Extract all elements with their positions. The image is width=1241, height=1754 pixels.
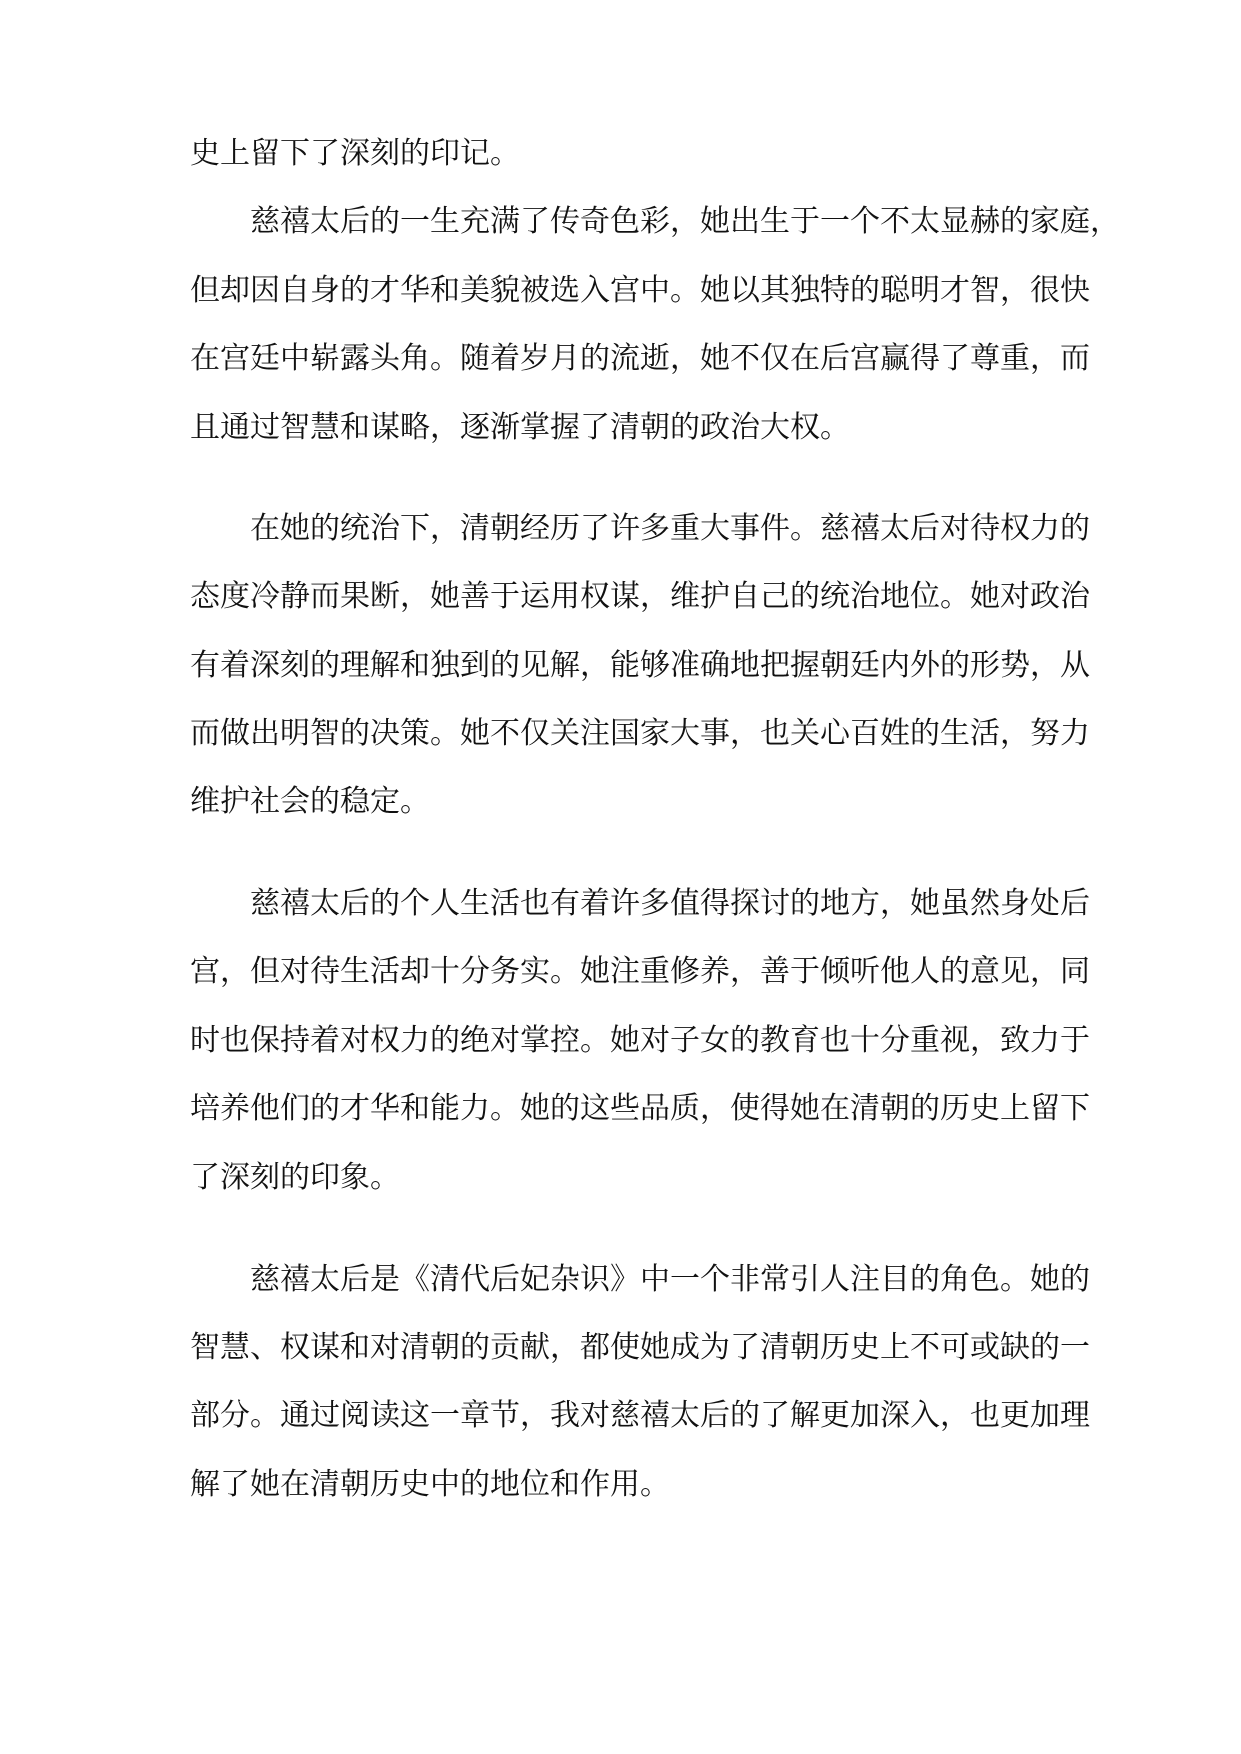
text-line: 慈禧太后是《清代后妃杂识》中一个非常引人注目的角色。她的 [250, 1262, 1090, 1297]
text-line: 培养他们的才华和能力。她的这些品质，使得她在清朝的历史上留下 [190, 1091, 1090, 1126]
text-line: 慈禧太后的一生充满了传奇色彩，她出生于一个不太显赫的家庭， [250, 204, 1120, 239]
text-line: 在她的统治下，清朝经历了许多重大事件。慈禧太后对待权力的 [250, 511, 1090, 546]
text-line: 史上留下了深刻的印记。 [190, 136, 520, 171]
text-line: 宫，但对待生活却十分务实。她注重修养，善于倾听他人的意见，同 [190, 954, 1090, 989]
text-line: 慈禧太后的个人生活也有着许多值得探讨的地方，她虽然身处后 [250, 886, 1090, 921]
text-line: 维护社会的稳定。 [190, 784, 430, 819]
text-line: 且通过智慧和谋略，逐渐掌握了清朝的政治大权。 [190, 410, 850, 445]
text-line: 部分。通过阅读这一章节，我对慈禧太后的了解更加深入，也更加理 [190, 1398, 1090, 1433]
text-line: 智慧、权谋和对清朝的贡献，都使她成为了清朝历史上不可或缺的一 [190, 1330, 1090, 1365]
text-line: 时也保持着对权力的绝对掌控。她对子女的教育也十分重视，致力于 [190, 1023, 1090, 1058]
text-line: 但却因自身的才华和美貌被选入宫中。她以其独特的聪明才智，很快 [190, 273, 1090, 308]
text-line: 了深刻的印象。 [190, 1160, 400, 1195]
text-line: 而做出明智的决策。她不仅关注国家大事，也关心百姓的生活，努力 [190, 716, 1090, 751]
text-line: 解了她在清朝历史中的地位和作用。 [190, 1467, 670, 1502]
text-line: 有着深刻的理解和独到的见解，能够准确地把握朝廷内外的形势，从 [190, 648, 1090, 683]
text-line: 在宫廷中崭露头角。随着岁月的流逝，她不仅在后宫赢得了尊重，而 [190, 341, 1090, 376]
text-line: 态度冷静而果断，她善于运用权谋，维护自己的统治地位。她对政治 [190, 579, 1090, 614]
